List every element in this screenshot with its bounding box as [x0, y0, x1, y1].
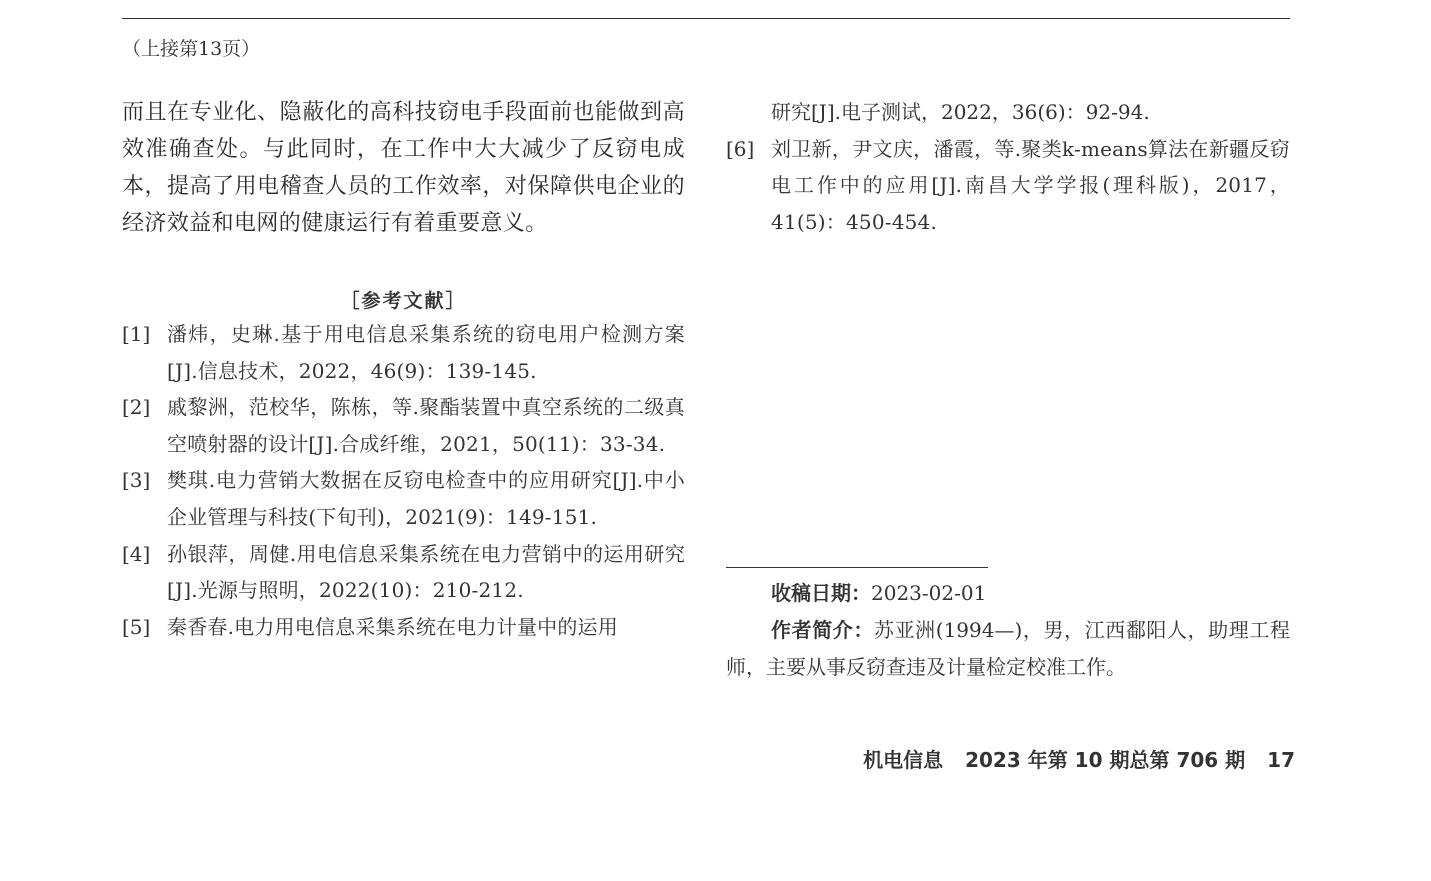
reference-number: [4]: [122, 541, 151, 566]
reference-item: [122, 536, 685, 609]
reference-item: [122, 609, 685, 646]
reference-number: [5]: [122, 614, 151, 639]
reference-list: [122, 316, 685, 645]
journal-name: 机电信息: [863, 748, 944, 772]
reference-item: [726, 131, 1290, 241]
page-footer: [863, 746, 1295, 774]
reference-text: 刘卫新，尹文庆，潘霞，等.聚类k-means算法在新疆反窃电工作中的应用[J].南昌大学学报(理科版)，2017，41(5)：450-454.: [771, 136, 1290, 234]
received-label: 收稿日期：: [771, 581, 871, 605]
reference-continuation: 研究[J].电子测试，2022，36(6)：92-94.: [771, 100, 1150, 124]
author-bio: 苏亚洲(1994—)，男，江西鄱阳人，助理工程师，主要从事反窃查违及计量检定校准工作。: [726, 618, 1290, 679]
reference-text: 孙银萍，周健.用电信息采集系统在电力营销中的运用研究[J].光源与照明，2022(10)：210-212.: [167, 541, 685, 603]
page-number: 17: [1267, 748, 1295, 772]
received-date-note: [726, 575, 1290, 612]
continued-from-note: （上接第13页）: [122, 38, 261, 60]
body-paragraph: 而且在专业化、隐蔽化的高科技窃电手段面前也能做到高效准确查处。与此同时，在工作中大大减少了反窃电成本，提高了用电稽查人员的工作效率，对保障供电企业的经济效益和电网的健康运行有着重要意义。: [122, 100, 685, 236]
left-column: [122, 94, 685, 645]
issue-info: 2023 年第 10 期总第 706 期: [965, 748, 1246, 772]
reference-item: [122, 462, 685, 535]
reference-text: 戚黎洲，范校华，陈栋，等.聚酯装置中真空系统的二级真空喷射器的设计[J].合成纤维，2021，50(11)：33-34.: [167, 395, 685, 456]
reference-number: [6]: [726, 136, 755, 161]
reference-text: 樊琪.电力营销大数据在反窃电检查中的应用研究[J].中小企业管理与科技(下旬刊)，2021(9)：149-151.: [167, 468, 685, 529]
reference-item: [122, 389, 685, 462]
footnote-rule: [726, 567, 988, 568]
author-label: 作者简介：: [771, 618, 874, 642]
references-heading: ［参考文献］: [340, 290, 467, 312]
reference-number: [3]: [122, 468, 151, 493]
received-date: 2023-02-01: [871, 581, 987, 605]
article-notes: [726, 575, 1290, 686]
reference-number: [1]: [122, 322, 151, 346]
reference-text: 秦香春.电力用电信息采集系统在电力计量中的运用: [167, 614, 618, 639]
reference-text: 潘炜，史琳.基于用电信息采集系统的窃电用户检测方案[J].信息技术，2022，46(9)：139-145.: [167, 322, 685, 383]
header-rule: [122, 18, 1290, 19]
reference-number: [2]: [122, 395, 151, 420]
reference-item: [122, 316, 685, 389]
author-note: [726, 612, 1290, 686]
right-column: [726, 94, 1290, 240]
